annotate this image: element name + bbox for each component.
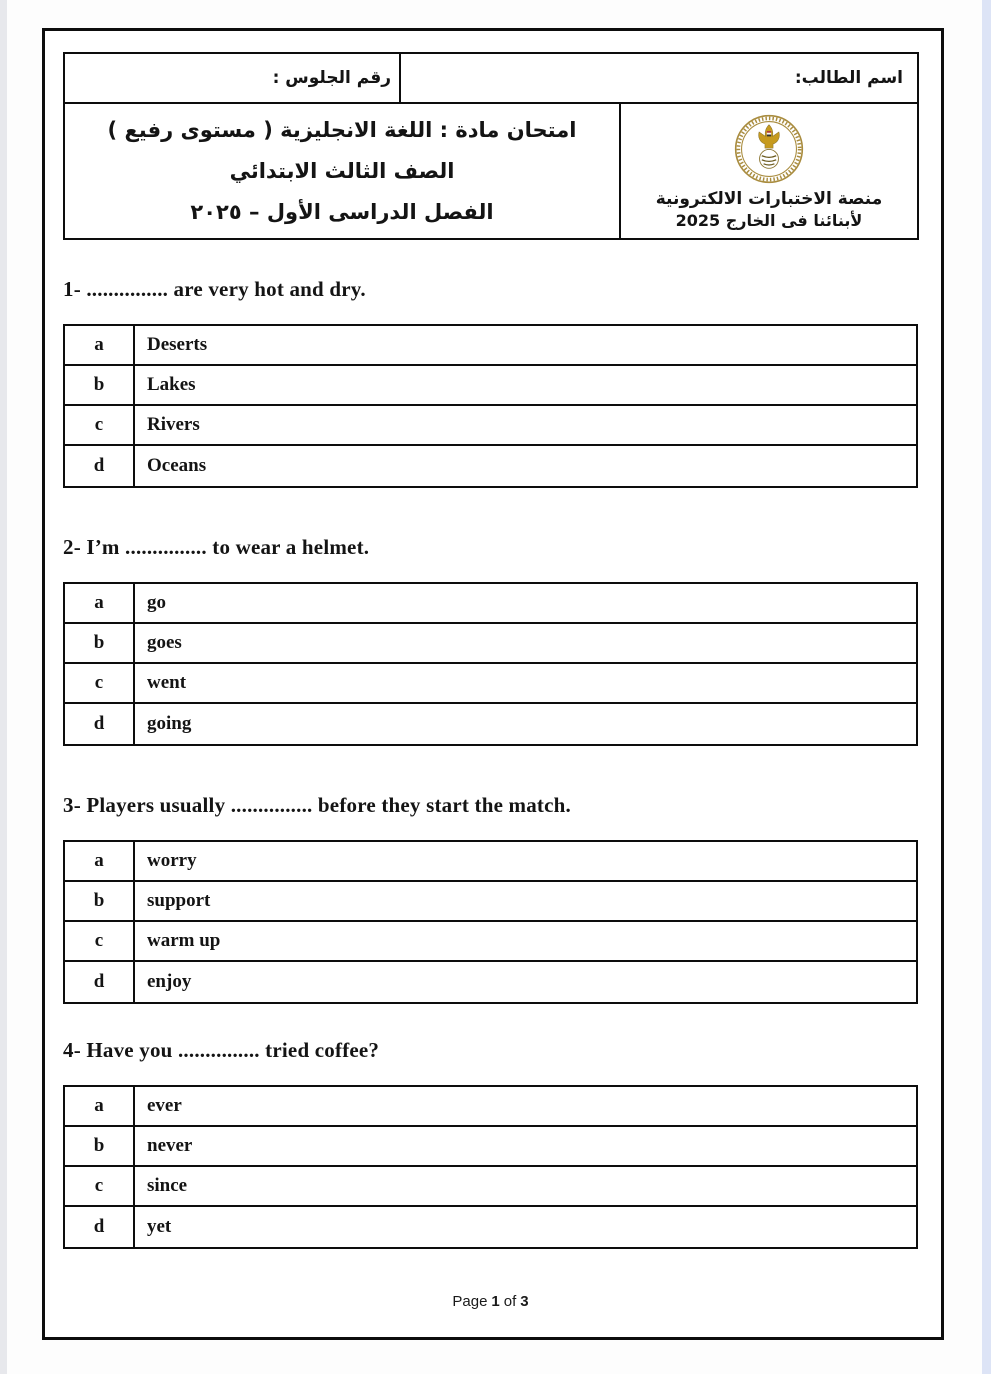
question-1 bbox=[63, 276, 918, 488]
option-text: support bbox=[147, 890, 211, 911]
option-text: never bbox=[147, 1135, 193, 1156]
exam-title-line-2: الصف الثالث الابتدائي bbox=[229, 158, 455, 183]
question-4 bbox=[63, 1037, 918, 1249]
option-letter: a bbox=[65, 842, 135, 880]
option-letter: b bbox=[65, 882, 135, 920]
question-4-text: 4- Have you ............... tried coffee? bbox=[63, 1038, 380, 1062]
option-letter: c bbox=[65, 922, 135, 960]
question-3 bbox=[63, 792, 918, 1004]
option-text: yet bbox=[147, 1216, 172, 1237]
option-letter: c bbox=[65, 406, 135, 444]
platform-name: منصة الاختبارات الالكترونية bbox=[655, 188, 883, 209]
page-footer bbox=[63, 1293, 918, 1310]
question-3-text: 3- Players usually ............... before they start the match. bbox=[63, 793, 571, 817]
option-row bbox=[65, 624, 916, 664]
option-row bbox=[65, 664, 916, 704]
option-letter: a bbox=[65, 326, 135, 364]
option-letter: c bbox=[65, 1167, 135, 1205]
option-row bbox=[65, 1167, 916, 1207]
option-text: Deserts bbox=[147, 334, 208, 355]
option-row bbox=[65, 1207, 916, 1247]
question-4-options-table bbox=[63, 1085, 918, 1249]
question-1-text: 1- ............... are very hot and dry. bbox=[63, 277, 366, 301]
seat-number-label: رقم الجلوس : bbox=[272, 68, 391, 88]
page-label: Page bbox=[452, 1293, 488, 1310]
question-2-options-table bbox=[63, 582, 918, 746]
option-text: go bbox=[147, 592, 166, 613]
option-row bbox=[65, 842, 916, 882]
option-text: goes bbox=[147, 632, 182, 653]
question-2 bbox=[63, 534, 918, 746]
of-label: of bbox=[503, 1293, 517, 1310]
option-row bbox=[65, 584, 916, 624]
header-table bbox=[63, 52, 919, 240]
option-row bbox=[65, 962, 916, 1002]
option-letter: d bbox=[65, 962, 135, 1002]
ministry-seal-icon bbox=[733, 113, 805, 185]
option-text: Rivers bbox=[147, 414, 200, 435]
scan-edge-right bbox=[982, 0, 991, 1374]
option-row bbox=[65, 922, 916, 962]
platform-subtitle: لأبنائنا فى الخارج 2025 bbox=[675, 210, 863, 230]
option-letter: d bbox=[65, 1207, 135, 1247]
option-row bbox=[65, 406, 916, 446]
option-row bbox=[65, 704, 916, 744]
option-letter: b bbox=[65, 624, 135, 662]
option-letter: d bbox=[65, 446, 135, 486]
question-1-options-table bbox=[63, 324, 918, 488]
seat-number-cell bbox=[65, 54, 401, 102]
exam-info-cell bbox=[65, 104, 621, 238]
option-letter: a bbox=[65, 584, 135, 622]
option-text: worry bbox=[147, 850, 197, 871]
total-pages: 3 bbox=[520, 1293, 529, 1310]
option-text: Oceans bbox=[147, 455, 207, 476]
exam-title-line-3: الفصل الدراسى الأول – ٢٠٢٥ bbox=[190, 199, 494, 224]
student-name-cell bbox=[401, 54, 917, 102]
option-letter: d bbox=[65, 704, 135, 744]
option-row bbox=[65, 882, 916, 922]
question-2-text: 2- I’m ............... to wear a helmet. bbox=[63, 535, 370, 559]
option-text: going bbox=[147, 713, 192, 734]
option-text: went bbox=[147, 672, 187, 693]
option-letter: c bbox=[65, 664, 135, 702]
option-letter: b bbox=[65, 1127, 135, 1165]
option-row bbox=[65, 1127, 916, 1167]
option-row bbox=[65, 446, 916, 486]
option-text: Lakes bbox=[147, 374, 196, 395]
exam-title-line-1: امتحان مادة : اللغة الانجليزية ( مستوى رفيع ) bbox=[107, 117, 577, 142]
option-letter: b bbox=[65, 366, 135, 404]
option-row bbox=[65, 1087, 916, 1127]
option-row bbox=[65, 366, 916, 406]
student-name-label: اسم الطالب: bbox=[794, 68, 903, 88]
option-text: ever bbox=[147, 1095, 182, 1116]
option-text: enjoy bbox=[147, 971, 192, 992]
option-row bbox=[65, 326, 916, 366]
page-number: 1 bbox=[491, 1293, 500, 1310]
option-text: since bbox=[147, 1175, 188, 1196]
question-3-options-table bbox=[63, 840, 918, 1004]
scan-edge-left bbox=[0, 0, 7, 1374]
option-letter: a bbox=[65, 1087, 135, 1125]
exam-page-frame bbox=[42, 28, 944, 1340]
header-row-identity bbox=[65, 54, 917, 104]
option-text: warm up bbox=[147, 930, 221, 951]
platform-logo-cell bbox=[621, 104, 917, 238]
header-row-exam-info bbox=[65, 104, 917, 238]
